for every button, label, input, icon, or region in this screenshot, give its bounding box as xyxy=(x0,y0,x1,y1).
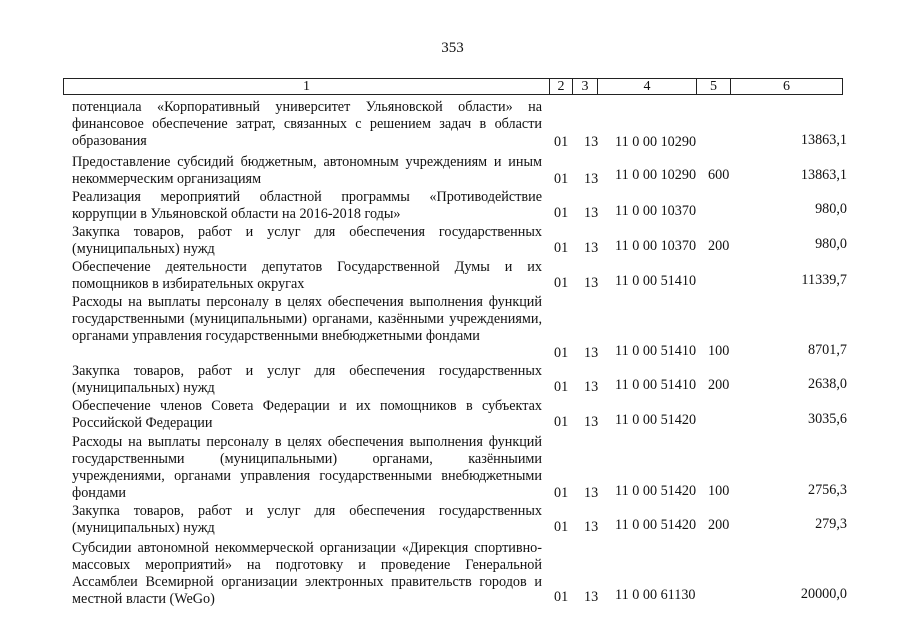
row-description: Субсидии автономной некоммерческой организации «Дирекция спортивно-массовых мероприятий» на подготовку и проведение Генеральной Ассамблеи Всемирной организации электронных правительств городов и местной власти (WeGo) xyxy=(72,540,542,607)
row-amount: 11339,7 xyxy=(801,272,847,288)
row-description: Закупка товаров, работ и услуг для обеспечения государственных (муниципальных) нужд xyxy=(72,224,542,257)
row-subsection: 13 xyxy=(584,171,599,187)
row-subsection: 13 xyxy=(584,519,599,535)
row-description: Реализация мероприятий областной программы «Противодействие коррупции в Ульяновской области на 2016-2018 годы» xyxy=(72,189,542,222)
row-target-article: 11 0 00 51410 xyxy=(615,343,697,359)
row-target-article: 11 0 00 10370 xyxy=(615,203,697,219)
page-number: 353 xyxy=(441,40,464,56)
row-target-article: 11 0 00 51420 xyxy=(615,517,697,533)
header-col-6: 6 xyxy=(731,79,843,95)
row-target-article: 11 0 00 51420 xyxy=(615,412,697,428)
row-section: 01 xyxy=(554,519,569,535)
row-subsection: 13 xyxy=(584,134,599,150)
row-description: Предоставление субсидий бюджетным, автономным учреждениям и иным некоммерческим организациям xyxy=(72,154,542,187)
row-description: Обеспечение деятельности депутатов Государственной Думы и их помощников в избирательных округах xyxy=(72,259,542,292)
row-section: 01 xyxy=(554,240,569,256)
row-target-article: 11 0 00 10370 xyxy=(615,238,697,254)
row-amount: 980,0 xyxy=(815,201,847,217)
row-amount: 3035,6 xyxy=(807,411,847,427)
column-header-table xyxy=(63,78,843,95)
row-expense-type: 200 xyxy=(708,238,730,254)
row-amount: 20000,0 xyxy=(800,586,847,602)
row-subsection: 13 xyxy=(584,589,599,605)
row-description: Расходы на выплаты персоналу в целях обеспечения выполнения функций государственными (муниципальными) органами, казённыими учреждениями, органами управления государственными внебюджетными фондами xyxy=(72,434,542,501)
row-subsection: 13 xyxy=(584,414,599,430)
row-target-article: 11 0 00 10290 xyxy=(615,134,697,150)
row-expense-type: 100 xyxy=(708,483,730,499)
row-section: 01 xyxy=(554,171,569,187)
row-section: 01 xyxy=(554,134,569,150)
row-section: 01 xyxy=(554,379,569,395)
row-amount: 980,0 xyxy=(815,236,847,252)
row-description: Закупка товаров, работ и услуг для обеспечения государственных (муниципальных) нужд xyxy=(72,503,542,536)
header-col-4: 4 xyxy=(598,79,697,95)
row-description: Расходы на выплаты персоналу в целях обеспечения выполнения функций государственными (муниципальными) органами, казёнными учреждениями, органами управления государственными внебюджетными фондами xyxy=(72,294,542,344)
row-target-article: 11 0 00 61130 xyxy=(615,587,696,603)
row-subsection: 13 xyxy=(584,275,599,291)
row-expense-type: 100 xyxy=(708,343,730,359)
row-target-article: 11 0 00 51410 xyxy=(615,377,697,393)
header-col-5: 5 xyxy=(697,79,731,95)
row-target-article: 11 0 00 51420 xyxy=(615,483,697,499)
row-amount: 8701,7 xyxy=(807,342,847,358)
header-col-1: 1 xyxy=(64,79,550,95)
row-amount: 2638,0 xyxy=(807,376,847,392)
row-expense-type: 200 xyxy=(708,517,730,533)
row-amount: 2756,3 xyxy=(807,482,847,498)
row-section: 01 xyxy=(554,414,569,430)
row-expense-type: 600 xyxy=(708,167,730,183)
row-subsection: 13 xyxy=(584,240,599,256)
row-section: 01 xyxy=(554,275,569,291)
row-subsection: 13 xyxy=(584,485,599,501)
row-target-article: 11 0 00 10290 xyxy=(615,167,697,183)
row-description: Закупка товаров, работ и услуг для обеспечения государственных (муниципальных) нужд xyxy=(72,363,542,396)
header-col-3: 3 xyxy=(573,79,598,95)
row-subsection: 13 xyxy=(584,205,599,221)
header-col-2: 2 xyxy=(550,79,573,95)
row-amount: 13863,1 xyxy=(800,132,847,148)
row-target-article: 11 0 00 51410 xyxy=(615,273,697,289)
row-description: потенциала «Корпоративный университет Ульяновской области» на финансовое обеспечение затрат, связанных с решением задач в области образования xyxy=(72,99,542,149)
row-subsection: 13 xyxy=(584,345,599,361)
row-section: 01 xyxy=(554,205,569,221)
row-amount: 13863,1 xyxy=(800,167,847,183)
row-section: 01 xyxy=(554,345,569,361)
row-section: 01 xyxy=(554,485,569,501)
row-expense-type: 200 xyxy=(708,377,730,393)
row-subsection: 13 xyxy=(584,379,599,395)
row-section: 01 xyxy=(554,589,569,605)
row-amount: 279,3 xyxy=(815,516,847,532)
row-description: Обеспечение членов Совета Федерации и их помощников в субъектах Российской Федерации xyxy=(72,398,542,431)
